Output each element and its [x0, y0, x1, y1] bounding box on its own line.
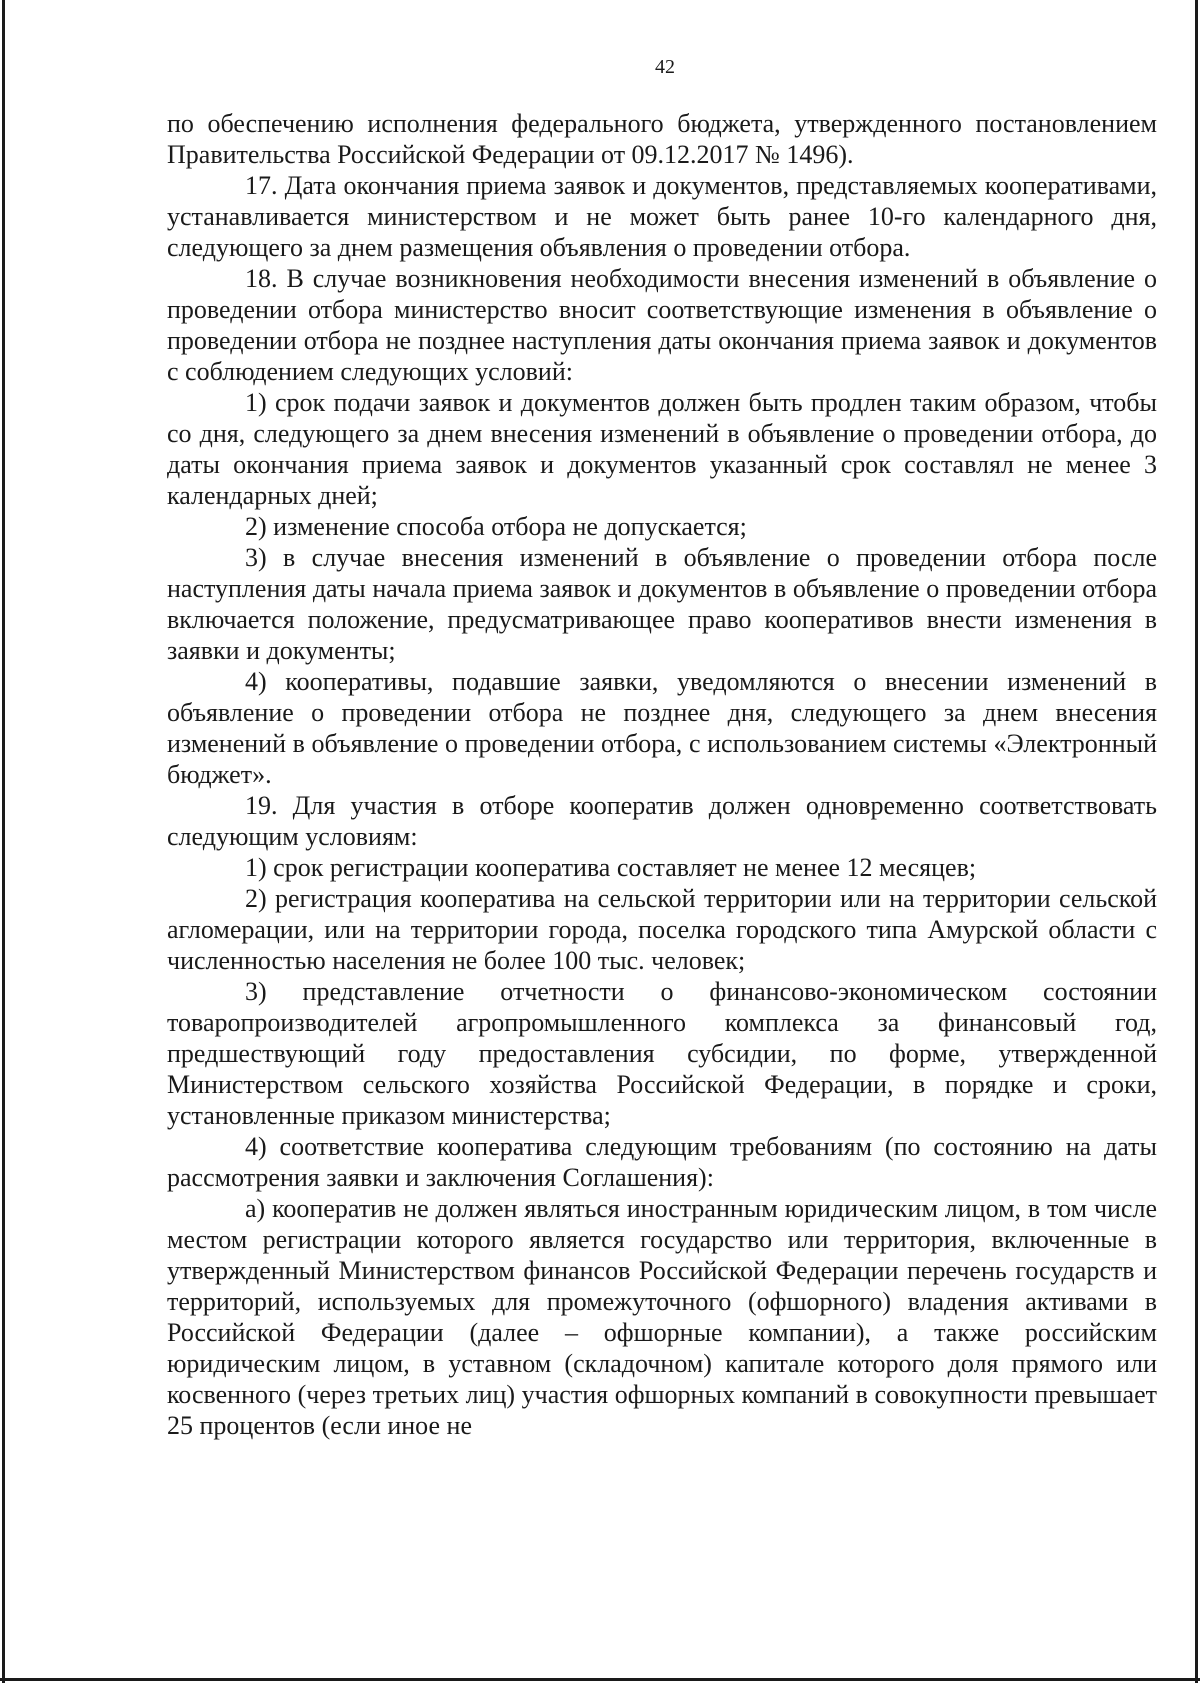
paragraph-item-19-3: 3) представление отчетности о финансово-экономическом состоянии товаропроизводителей агропромышленного комплекса за финансовый год, предшествующий году предоставления субсидии, по форме, утвержденной Министерством сельского хозяйства Российской Федерации, в порядке и сроки, установленные приказом министерства; [167, 977, 1157, 1130]
paragraph-item-18: 18. В случае возникновения необходимости внесения изменений в объявление о проведении отбора министерство вносит соответствующие изменения в объявление о проведении отбора не позднее наступления даты окончания приема заявок и документов с соблюдением следующих условий: [167, 264, 1157, 386]
paragraph-item-19-4: 4) соответствие кооператива следующим требованиям (по состоянию на даты рассмотрения заявки и заключения Соглашения): [167, 1132, 1157, 1192]
paragraph-item-19-4-a: а) кооператив не должен являться иностранным юридическим лицом, в том числе местом регистрации которого является государство или территория, включенные в утвержденный Министерством финансов Российской Федерации перечень государств и территорий, используемых для промежуточного (офшорного) владения активами в Российской Федерации (далее – офшорные компании), а также российским юридическим лицом, в уставном (складочном) капитале которого доля прямого или косвенного (через третьих лиц) участия офшорных компаний в совокупности превышает 25 процентов (если иное не [167, 1194, 1157, 1440]
paragraph-item-18-3: 3) в случае внесения изменений в объявление о проведении отбора после наступления даты начала приема заявок и документов в объявление о проведении отбора включается положение, предусматривающее право кооперативов внести изменения в заявки и документы; [167, 543, 1157, 665]
document-body [167, 108, 1157, 1441]
page-number: 42 [655, 56, 675, 78]
paragraph-item-18-4: 4) кооперативы, подавшие заявки, уведомляются о внесении изменений в объявление о проведении отбора не позднее дня, следующего за днем внесения изменений в объявление о проведении отбора, с использованием системы «Электронный бюджет». [167, 667, 1157, 789]
paragraph-item-18-1: 1) срок подачи заявок и документов должен быть продлен таким образом, чтобы со дня, следующего за днем внесения изменений в объявление о проведении отбора, до даты окончания приема заявок и документов указанный срок составлял не менее 3 календарных дней; [167, 388, 1157, 510]
scan-border-bottom [0, 1678, 1200, 1681]
paragraph-item-19-2: 2) регистрация кооператива на сельской территории или на территории сельской агломерации, или на территории города, поселка городского типа Амурской области с численностью населения не более 100 тыс. человек; [167, 884, 1157, 975]
paragraph-item-19-1: 1) срок регистрации кооператива составляет не менее 12 месяцев; [245, 853, 977, 882]
scan-border-right [1195, 0, 1198, 1683]
scan-border-left [2, 0, 5, 1683]
paragraph-continuation: по обеспечению исполнения федерального бюджета, утвержденного постановлением Правительства Российской Федерации от 09.12.2017 № 1496). [167, 109, 1157, 169]
paragraph-item-18-2: 2) изменение способа отбора не допускается; [245, 512, 747, 541]
paragraph-item-17: 17. Дата окончания приема заявок и документов, представляемых кооперативами, устанавливается министерством и не может быть ранее 10-го календарного дня, следующего за днем размещения объявления о проведении отбора. [167, 171, 1157, 262]
paragraph-item-19: 19. Для участия в отборе кооператив должен одновременно соответствовать следующим условиям: [167, 791, 1157, 851]
